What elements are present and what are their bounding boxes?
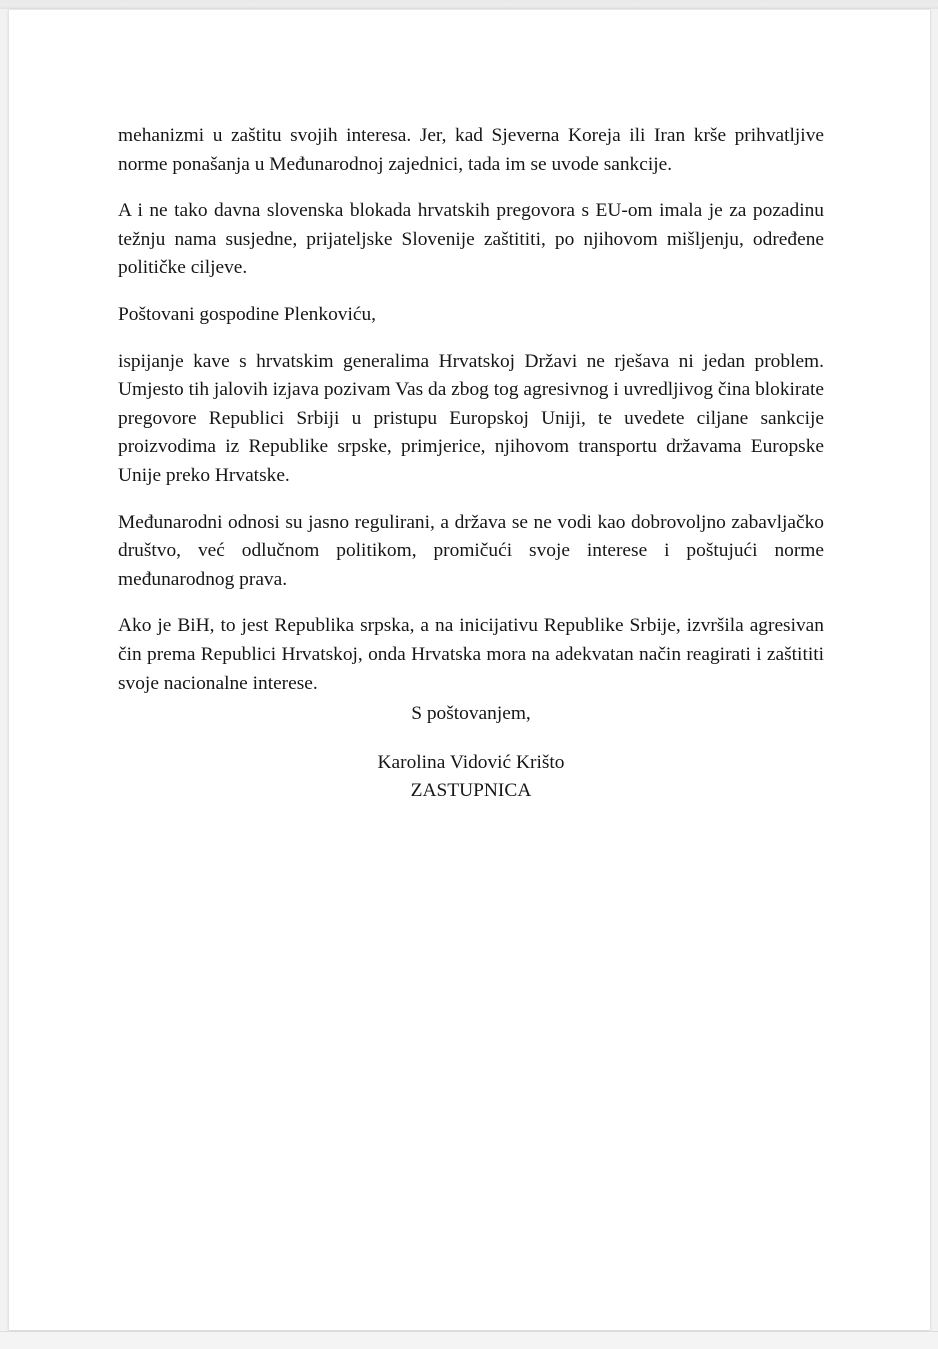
paragraph-3: ispijanje kave s hrvatskim generalima Hrvatskoj Državi ne rješava ni jedan problem. Umjesto tih jalovih izjava pozivam Vas da zbog tog agresivnog i uvredljivog čina blokirate pregovore Republici Srbiji u pristupu Europskoj Uniji, te uvedete ciljane sankcije proizvodima iz Republike srpske, primjerice, njihovom transportu državama Europske Unije preko Hrvatske. bbox=[118, 350, 824, 486]
document-body bbox=[118, 122, 824, 698]
salutation: Poštovani gospodine Plenkoviću, bbox=[118, 303, 376, 325]
page-sheet bbox=[8, 9, 930, 1330]
paragraph-4: Međunarodni odnosi su jasno regulirani, a država se ne vodi kao dobrovoljno zabavljačko društvo, već odlučnom politikom, promičući svoje interese i poštujući norme međunarodnog prava. bbox=[118, 511, 824, 590]
paragraph-5: Ako je BiH, to jest Republika srpska, a na inicijativu Republike Srbije, izvršila agresivan čin prema Republici Hrvatskoj, onda Hrvatska mora na adekvatan način reagirati i zaštititi svoje nacionalne interese. bbox=[118, 615, 824, 694]
valediction: S poštovanjem, bbox=[411, 703, 531, 724]
signature-name: Karolina Vidović Krišto bbox=[377, 751, 565, 773]
paragraph-2: A i ne tako davna slovenska blokada hrvatskih pregovora s EU-om imala je za pozadinu težnju nama susjedne, prijateljske Slovenije zaštititi, po njihovom mišljenju, određene političke ciljeve. bbox=[118, 200, 824, 279]
signature-block bbox=[118, 749, 824, 806]
paragraph-1: mehanizmi u zaštitu svojih interesa. Jer, kad Sjeverna Koreja ili Iran krše prihvatljive norme ponašanja u Međunarodnoj zajednici, tada im se uvode sankcije. bbox=[118, 125, 824, 175]
closing-block bbox=[118, 700, 824, 806]
page-bottom-strip bbox=[0, 1331, 938, 1349]
signature-role: ZASTUPNICA bbox=[410, 780, 532, 802]
